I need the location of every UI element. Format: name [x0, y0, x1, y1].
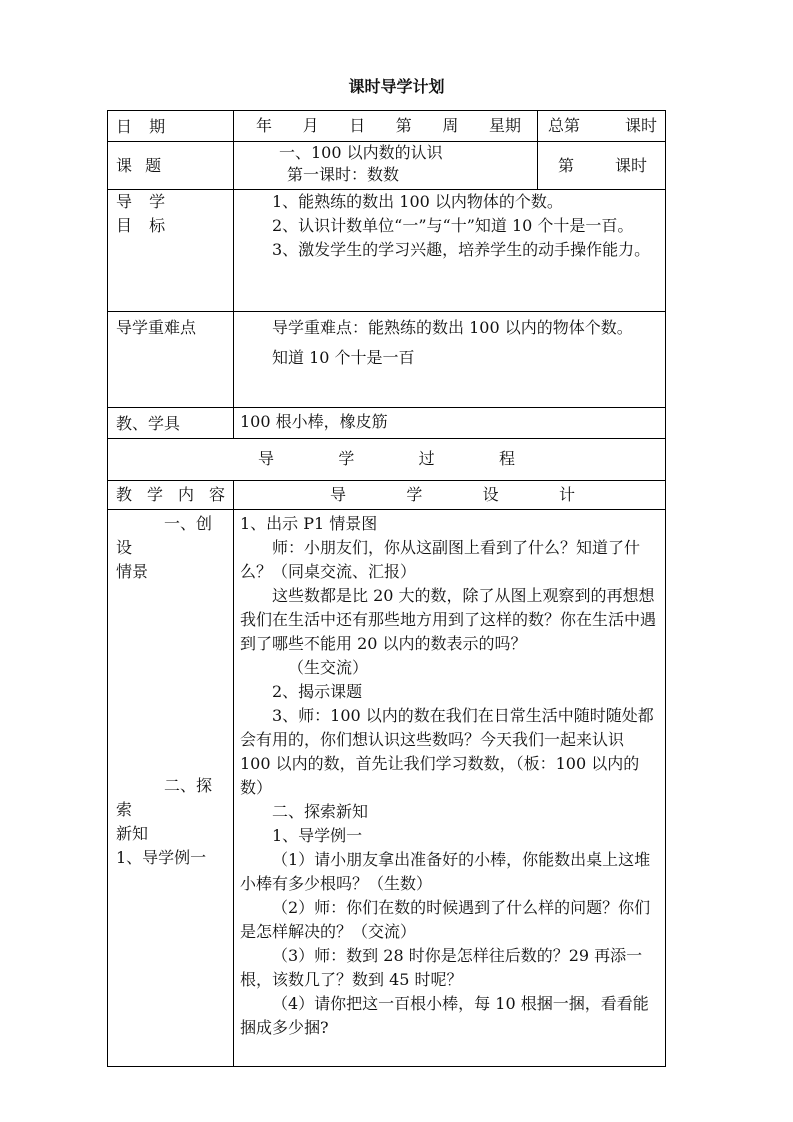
content-header [108, 481, 234, 509]
process-char: 学 [338, 449, 355, 468]
design-line: （2）师：你们在数的时候遇到了什么样的问题？你们是怎样解决的？（交流） [240, 898, 651, 941]
design-char: 设 [482, 485, 499, 504]
day-text: 日 [349, 116, 366, 135]
process-left-column [108, 510, 234, 1066]
process-char: 过 [418, 449, 435, 468]
goal-item: 3、激发学生的学习兴趣，培养学生的动手操作能力。 [272, 240, 651, 259]
process-char: 程 [498, 449, 515, 468]
key-point-line: 知道 10 个十是一百 [272, 348, 415, 367]
week-text: 周 [442, 116, 459, 135]
topic-line-1: 一、100 以内数的认识 [279, 143, 443, 162]
process-header [108, 439, 665, 480]
goal-item: 2、认识计数单位“一”与“十”知道 10 个十是一百。 [272, 216, 634, 235]
di-text: 第 [395, 116, 412, 135]
topic-line-2: 第一课时：数数 [287, 165, 400, 184]
design-line: 师：小朋友们，你从这副图上看到了什么？知道了什么？（同桌交流、汇报） [240, 538, 641, 581]
design-line: 1、导学例一 [272, 826, 363, 845]
key-point-line: 导学重难点：能熟练的数出 100 以内的物体个数。 [272, 318, 633, 337]
design-line: 1、出示 P1 情景图 [240, 514, 378, 533]
design-line: 这些数都是比 20 大的数，除了从图上观察到的再想想我们在生活中还有那些地方用到了这样的数？你在生活中遇到了哪些不能用 20 以内的数表示的吗？ [240, 586, 657, 653]
section-1-title: 一、创设 [116, 514, 213, 557]
topic-content [234, 142, 537, 189]
year-text: 年 [256, 116, 273, 135]
design-char: 导 [330, 485, 347, 504]
tools-row [108, 408, 665, 439]
lesson-plan-table [107, 110, 666, 1067]
design-line: （3）师：数到 28 时你是怎样往后数的？29 再添一根，该数几了？数到 45 时呢？ [240, 946, 643, 989]
goals-label [108, 190, 234, 311]
tools-value: 100 根小棒，橡皮筋 [240, 412, 388, 431]
section-2-item: 1、导学例一 [116, 848, 207, 867]
design-header [234, 481, 665, 509]
date-label: 日 期 [108, 111, 234, 141]
key-points-row [108, 312, 665, 408]
date-row [108, 111, 665, 142]
goal-item: 1、能熟练的数出 100 以内物体的个数。 [272, 192, 563, 211]
total-lesson [537, 111, 665, 141]
process-right-column [234, 510, 665, 1066]
section-2-title: 二、探索 [116, 776, 213, 819]
design-line: （生交流） [288, 658, 369, 677]
tools-label: 教、学具 [108, 408, 234, 438]
goals-label-1: 导 学 [116, 192, 172, 211]
design-char: 学 [406, 485, 423, 504]
content-char: 内 [177, 485, 194, 504]
content-char: 容 [208, 485, 225, 504]
weekday-text: 星期 [488, 116, 521, 135]
process-header-row [108, 439, 665, 481]
lesson-prefix: 第 [558, 156, 575, 175]
content-char: 教 [116, 485, 133, 504]
total-prefix: 总第 [548, 116, 581, 135]
topic-row [108, 142, 665, 190]
process-content-row [108, 510, 665, 1066]
section-2-subtitle: 新知 [116, 824, 149, 843]
design-char: 计 [558, 485, 575, 504]
lesson-suffix: 课时 [614, 156, 647, 175]
date-fields [234, 111, 537, 141]
key-points-content [234, 312, 665, 407]
goals-content [234, 190, 665, 311]
design-line: 3、师：100 以内的数在我们在日常生活中随时随处都会有用的，你们想认识这些数吗？今天我们一起来认识 100 以内的数，首先让我们学习数数，（板：100 以内的数） [240, 706, 654, 797]
goals-row [108, 190, 665, 312]
design-line: （1）请小朋友拿出准备好的小棒，你能数出桌上这堆小棒有多少根吗？（生数） [240, 850, 651, 893]
design-header-row [108, 481, 665, 510]
topic-label: 课 题 [108, 142, 234, 189]
goals-label-2: 目 标 [116, 216, 172, 235]
design-line: 2、揭示课题 [272, 682, 363, 701]
key-points-label: 导学重难点 [108, 312, 234, 407]
section-1-subtitle: 情景 [116, 562, 149, 581]
content-char: 学 [146, 485, 163, 504]
month-text: 月 [302, 116, 319, 135]
design-line: 二、探索新知 [272, 802, 369, 821]
design-line: （4）请你把这一百根小棒，每 10 根捆一捆，看看能捆成多少捆? [240, 994, 649, 1037]
total-suffix: 课时 [624, 116, 657, 135]
page-title: 课时导学计划 [348, 77, 445, 96]
process-char: 导 [258, 449, 275, 468]
lesson-number [537, 142, 665, 189]
